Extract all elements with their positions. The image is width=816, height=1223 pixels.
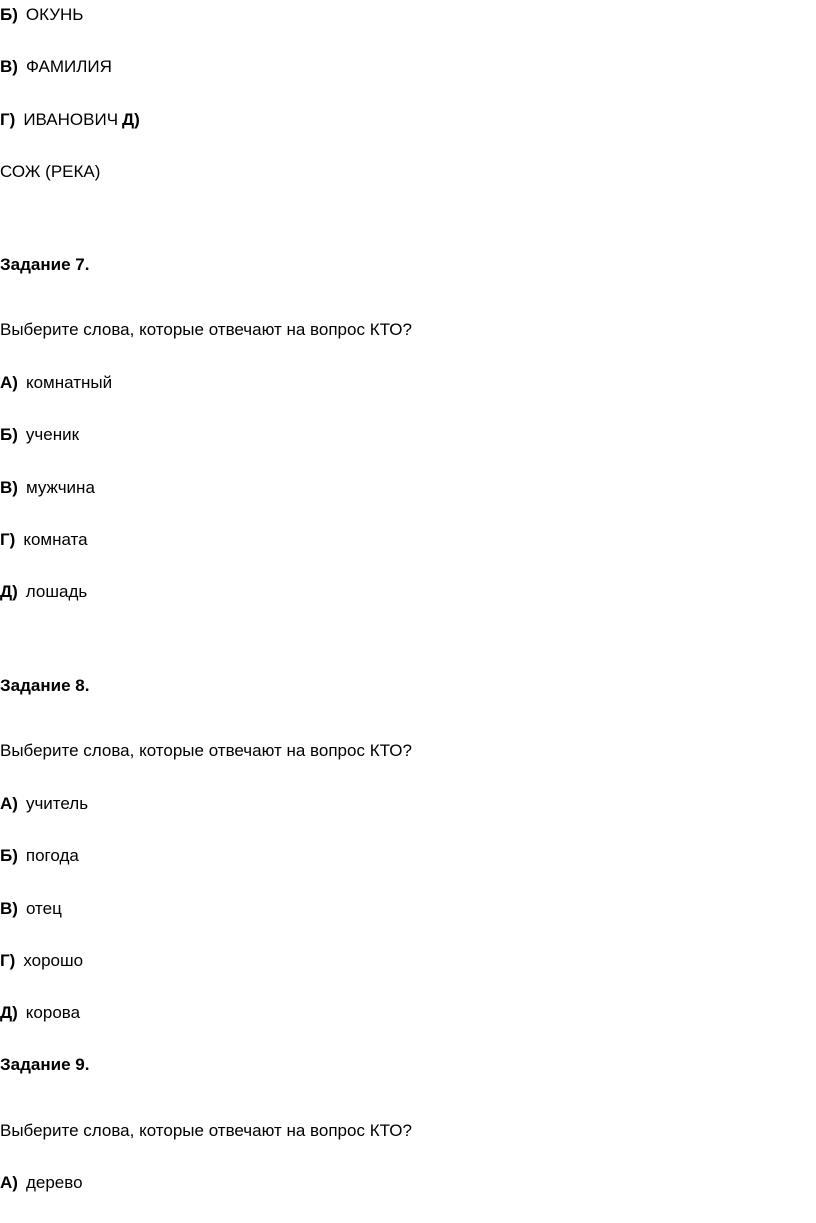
- task-9-title: Задание 9.: [0, 1055, 90, 1074]
- option-text: ФАМИЛИЯ: [25, 57, 112, 76]
- task-8-option-a: [0, 793, 88, 815]
- option-marker: А): [0, 1173, 18, 1192]
- task-7-question: Выберите слова, которые отвечают на вопрос КТО?: [0, 320, 412, 339]
- option-text: ученик: [25, 425, 80, 444]
- option-text: корова: [25, 1003, 81, 1022]
- option-marker: Д): [0, 582, 18, 601]
- option-marker: Б): [0, 846, 18, 865]
- option-text: отец: [25, 899, 62, 918]
- option-marker: Г): [0, 110, 16, 129]
- task-8-option-v: [0, 898, 62, 920]
- option-b-okun: [0, 4, 83, 26]
- option-text: учитель: [25, 794, 89, 813]
- option-marker: Г): [0, 951, 16, 970]
- task-7-option-v: [0, 477, 95, 499]
- option-v-familiya: [0, 56, 112, 78]
- task-8-option-d: [0, 1002, 80, 1024]
- option-marker: Б): [0, 425, 18, 444]
- task-9-question: Выберите слова, которые отвечают на вопрос КТО?: [0, 1121, 412, 1140]
- task-8-title: Задание 8.: [0, 676, 90, 695]
- task-7-title: Задание 7.: [0, 255, 90, 274]
- option-text: СОЖ (РЕКА): [0, 162, 101, 181]
- option-marker: В): [0, 57, 18, 76]
- task-9-option-a: [0, 1172, 83, 1194]
- option-marker: А): [0, 794, 18, 813]
- task-8-question: Выберите слова, которые отвечают на вопрос КТО?: [0, 741, 412, 760]
- option-marker-trailing: Д): [122, 110, 140, 129]
- option-marker: А): [0, 373, 18, 392]
- task-7-option-d: [0, 581, 87, 603]
- option-text: ОКУНЬ: [25, 5, 84, 24]
- option-sozh: [0, 161, 100, 183]
- option-marker: В): [0, 478, 18, 497]
- task-7-option-g: [0, 529, 88, 551]
- option-marker: В): [0, 899, 18, 918]
- option-marker: Г): [0, 530, 16, 549]
- task-8-option-b: [0, 845, 79, 867]
- option-marker: Б): [0, 5, 18, 24]
- option-text: погода: [25, 846, 79, 865]
- option-g-ivanovich: [0, 109, 140, 131]
- option-text: комнатный: [25, 373, 113, 392]
- task-7-option-b: [0, 424, 79, 446]
- option-text: лошадь: [25, 582, 88, 601]
- option-text: мужчина: [25, 478, 95, 497]
- task-7-option-a: [0, 372, 112, 394]
- option-marker: Д): [0, 1003, 18, 1022]
- task-8-option-g: [0, 950, 83, 972]
- option-text: комната: [23, 530, 88, 549]
- option-text: ИВАНОВИЧ: [23, 110, 119, 129]
- option-text: хорошо: [23, 951, 84, 970]
- option-text: дерево: [25, 1173, 83, 1192]
